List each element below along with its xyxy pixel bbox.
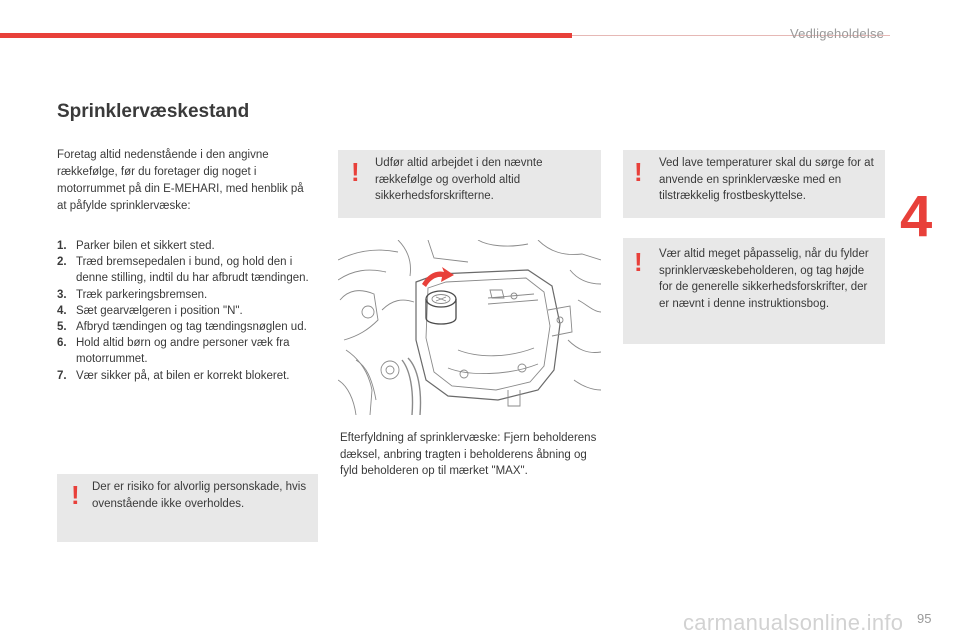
step-text: Afbryd tændingen og tag tændingsnøglen ud.	[76, 321, 307, 334]
list-item	[57, 319, 312, 335]
page-title: Sprinklervæskestand	[57, 101, 250, 122]
illustration-caption: Efterfyldning af sprinklervæske: Fjern beholderens dæksel, anbring tragten i beholderens åbning og fyld beholderen op til mærket "MAX".	[340, 432, 597, 477]
step-text: Træd bremsepedalen i bund, og hold den i denne stilling, indtil du har afbrudt tændingen.	[76, 256, 309, 285]
step-number: 3.	[57, 288, 67, 301]
watermark: carmanualsonline.info	[683, 610, 904, 635]
step-text: Parker bilen et sikkert sted.	[76, 240, 215, 252]
step-number: 4.	[57, 304, 67, 317]
warning-icon: !	[634, 157, 643, 187]
arrow-icon	[422, 267, 454, 287]
list-item	[57, 287, 312, 303]
warning-box-frost	[623, 150, 885, 218]
warning-box-risk	[57, 474, 318, 542]
list-item	[57, 368, 312, 384]
warning-box-order	[338, 150, 601, 218]
step-text: Sæt gearvælgeren i position "N".	[76, 304, 243, 317]
warning-icon: !	[634, 247, 643, 277]
step-number: 7.	[57, 369, 67, 382]
steps-list	[57, 238, 312, 384]
list-item	[57, 254, 312, 286]
warning-text: Der er risiko for alvorlig personskade, hvis ovenstående ikke overholdes.	[92, 481, 307, 510]
step-number: 5.	[57, 321, 67, 334]
warning-text: Udfør altid arbejdet i den nævnte rækkefølge og overhold altid sikkerhedsforskrifterne.	[375, 157, 543, 202]
step-number: 1.	[57, 240, 67, 252]
warning-box-care	[623, 238, 885, 344]
list-item	[57, 303, 312, 319]
step-text: Vær sikker på, at bilen er korrekt blokeret.	[76, 369, 290, 382]
list-item	[57, 238, 312, 254]
step-text: Hold altid børn og andre personer væk fra motorrummet.	[76, 337, 290, 366]
step-text: Træk parkeringsbremsen.	[76, 288, 208, 301]
step-number: 6.	[57, 337, 67, 350]
washer-reservoir-illustration	[338, 240, 601, 415]
list-item	[57, 335, 312, 367]
warning-icon: !	[71, 480, 80, 510]
warning-text: Ved lave temperaturer skal du sørge for at anvende en sprinklervæske med en tilstrækkelig frostbeskyttelse.	[659, 157, 874, 202]
chapter-number: 4	[900, 184, 933, 249]
warning-text: Vær altid meget påpasselig, når du fylder sprinklervæskebeholderen, og tag højde for de generelle sikkerhedsforskrifter, der er nævnt i denne instruktionsbog.	[659, 248, 869, 310]
step-number: 2.	[57, 256, 67, 269]
intro-paragraph: Foretag altid nedenstående i den angivne rækkefølge, før du foretager dig noget i motorrummet på din E-MEHARI, med henblik på at påfylde sprinklervæske:	[57, 149, 304, 212]
warning-icon: !	[351, 157, 360, 187]
section-title: Vedligeholdelse	[790, 26, 885, 41]
page-number: 95	[917, 611, 932, 626]
header-accent-bar	[0, 33, 572, 38]
